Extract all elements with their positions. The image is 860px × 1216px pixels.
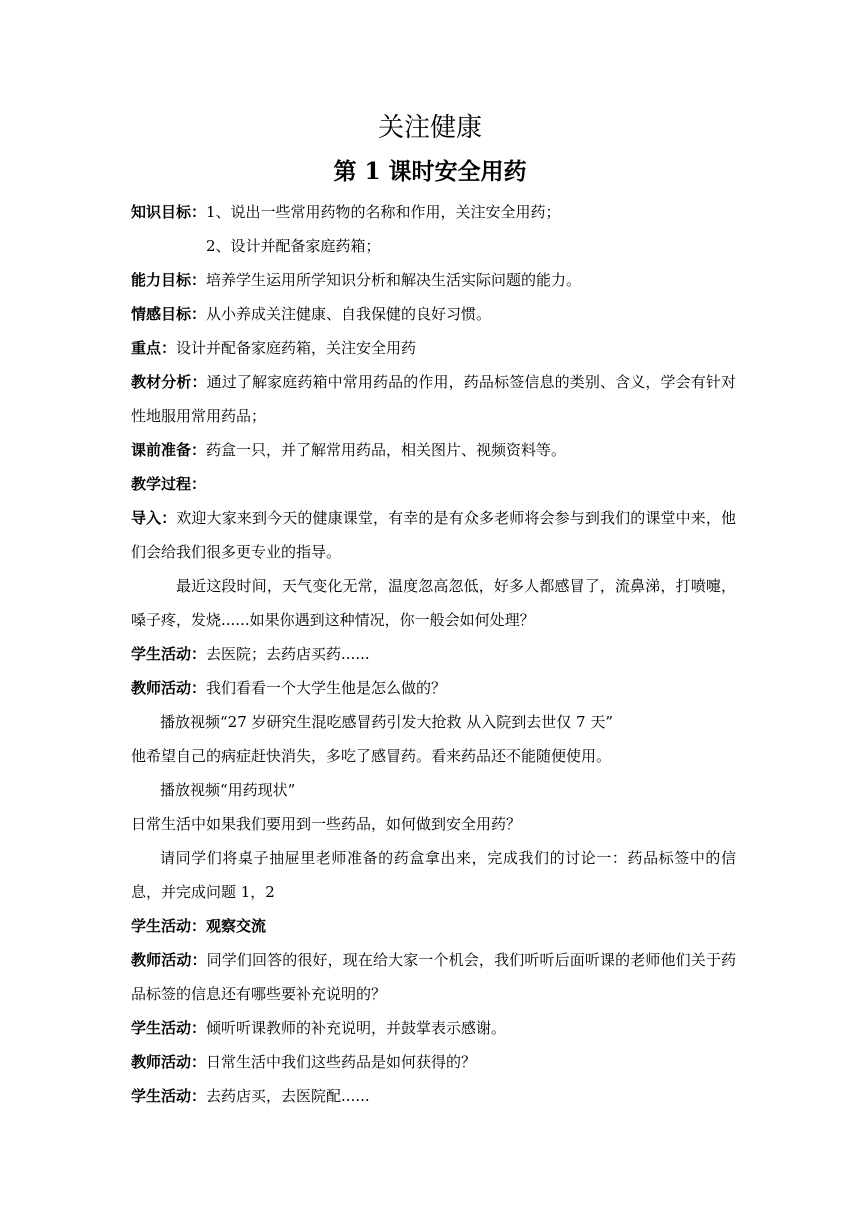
ability-goal-text: 培养学生运用所学知识分析和解决生活实际问题的能力。 — [206, 271, 582, 289]
discussion-paragraph: 请同学们将桌子抽屉里老师准备的药盒拿出来，完成我们的讨论一：药品标签中的信息，并完成问题 1，2 — [131, 849, 736, 901]
intro-text: 欢迎大家来到今天的健康课堂，有幸的是有众多老师将会参与到我们的课堂中来，他们会给我们很多更专业的指导。 — [131, 509, 736, 561]
teacher-activity-1-text: 我们看看一个大学生他是怎么做的？ — [206, 679, 447, 697]
student-activity-4-label: 学生活动： — [131, 1087, 207, 1105]
preparation — [131, 433, 736, 467]
comment-line: 他希望自己的病症赶快消失，多吃了感冒药。看来药品还不能随便使用。 — [131, 747, 612, 765]
teacher-activity-3-label: 教师活动： — [131, 1053, 207, 1071]
focus-point — [131, 331, 736, 365]
focus-label: 重点： — [131, 339, 177, 357]
ability-goal — [131, 263, 736, 297]
emotion-goal-text: 从小养成关注健康、自我保健的良好习惯。 — [206, 305, 492, 323]
material-analysis — [131, 365, 736, 433]
teacher-activity-3 — [131, 1045, 736, 1079]
intro-paragraph-2: 最近这段时间，天气变化无常，温度忽高忽低，好多人都感冒了，流鼻涕，打喷嚏，嗓子疼，发烧......如果你遇到这种情况，你一般会如何处理？ — [131, 577, 736, 629]
teacher-activity-3-text: 日常生活中我们这些药品是如何获得的？ — [206, 1053, 477, 1071]
teacher-activity-2-text: 同学们回答的很好，现在给大家一个机会，我们听听后面听课的老师他们关于药品标签的信息还有哪些要补充说明的？ — [131, 951, 736, 1003]
emotion-goal — [131, 297, 736, 331]
student-activity-4-text: 去药店买，去医院配...... — [206, 1087, 370, 1105]
teacher-activity-2-label: 教师活动： — [131, 951, 207, 969]
preparation-label: 课前准备： — [131, 441, 207, 459]
student-activity-3-text: 倾听听课教师的补充说明，并鼓掌表示感谢。 — [206, 1019, 507, 1037]
student-activity-4 — [131, 1079, 736, 1113]
material-analysis-text: 通过了解家庭药箱中常用药品的作用，药品标签信息的类别、含义，学会有针对性地服用常用药品； — [131, 373, 736, 425]
student-activity-1 — [131, 637, 736, 671]
intro-paragraph — [131, 501, 736, 569]
material-analysis-label: 教材分析： — [131, 373, 207, 391]
teacher-activity-1-label: 教师活动： — [131, 679, 207, 697]
student-activity-2 — [131, 909, 736, 943]
video-1-line: 播放视频“27 岁研究生混吃感冒药引发大抢救 从入院到去世仅 7 天” — [160, 713, 614, 731]
student-activity-2-label: 学生活动： — [131, 917, 207, 935]
teacher-activity-1 — [131, 671, 736, 705]
student-activity-3 — [131, 1011, 736, 1045]
student-activity-2-text: 观察交流 — [206, 917, 267, 935]
focus-text: 设计并配备家庭药箱，关注安全用药 — [176, 339, 417, 357]
lesson-subtitle: 第 1 课时安全用药 — [333, 158, 527, 185]
ability-goal-label: 能力目标： — [131, 271, 207, 289]
knowledge-goal — [131, 195, 736, 229]
emotion-goal-label: 情感目标： — [131, 305, 207, 323]
student-activity-1-text: 去医院；去药店买药...... — [206, 645, 370, 663]
knowledge-goal-label: 知识目标： — [131, 203, 207, 221]
intro-label: 导入： — [131, 509, 177, 527]
video-2-line: 播放视频“用药现状” — [160, 781, 296, 799]
student-activity-1-label: 学生活动： — [131, 645, 207, 663]
student-activity-3-label: 学生活动： — [131, 1019, 207, 1037]
document-title: 关注健康 — [377, 113, 482, 143]
question-line: 日常生活中如果我们要用到一些药品，如何做到安全用药？ — [131, 815, 522, 833]
knowledge-goal-line2: 2、设计并配备家庭药箱； — [206, 237, 381, 255]
teaching-process-heading: 教学过程： — [131, 475, 207, 493]
knowledge-goal-line1: 1、说出一些常用药物的名称和作用，关注安全用药； — [206, 203, 561, 221]
preparation-text: 药盒一只，并了解常用药品，相关图片、视频资料等。 — [206, 441, 567, 459]
teacher-activity-2 — [131, 943, 736, 1011]
